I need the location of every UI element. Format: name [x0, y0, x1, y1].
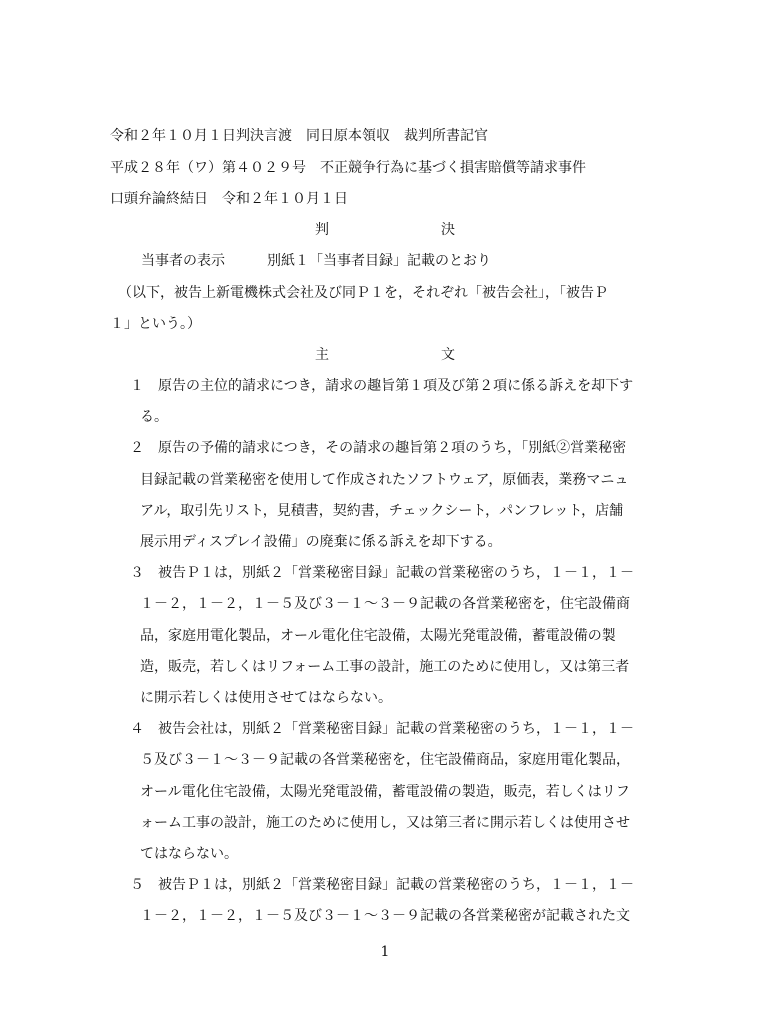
main-text-title: 主 文	[315, 347, 455, 363]
list-item-1-line-2: る。	[140, 409, 168, 425]
item-number: １	[130, 378, 144, 394]
item-text: 原告の予備的請求につき，その請求の趣旨第２項のうち，「別紙②営業秘密	[158, 440, 627, 456]
item-text: 被告会社は，別紙２「営業秘密目録」記載の営業秘密のうち，１－１，１－	[158, 721, 634, 737]
parties-line-2: （以下，被告上新電機株式会社及び同Ｐ１を，それぞれ「被告会社」，「被告Ｐ	[118, 285, 608, 301]
list-item-4-first-line	[130, 719, 634, 739]
item-number: ３	[130, 565, 144, 581]
list-item-1-first-line	[130, 376, 633, 396]
item-number: ４	[130, 721, 144, 737]
list-item-2-line-3: アル，取引先リスト，見積書，契約書，チェックシート，パンフレット，店舗	[140, 503, 624, 519]
parties-line-1: 当事者の表示 別紙１「当事者目録」記載のとおり	[141, 253, 491, 269]
list-item-3-line-3: 品，家庭用電化製品，オール電化住宅設備，太陽光発電設備，蓄電設備の製	[140, 628, 616, 644]
item-text: 原告の主位的請求につき，請求の趣旨第１項及び第２項に係る訴えを却下す	[158, 378, 634, 394]
list-item-3-first-line	[130, 563, 634, 583]
list-item-3-line-4: 造，販売，若しくはリフォーム工事の設計，施工のために使用し，又は第三者	[140, 659, 630, 675]
header-line-2: 平成２８年（ワ）第４０２９号 不正競争行為に基づく損害賠償等請求事件	[110, 160, 586, 176]
list-item-3-line-5: に開示若しくは使用させてはならない。	[140, 690, 392, 706]
list-item-5-line-2: １－２，１－２，１－５及び３－１～３－９記載の各営業秘密が記載された文	[140, 908, 630, 924]
judgment-title: 判 決	[315, 222, 455, 238]
list-item-3-line-2: １－２，１－２，１－５及び３－１～３－９記載の各営業秘密を，住宅設備商	[140, 596, 630, 612]
list-item-4-line-4: ォーム工事の設計，施工のために使用し，又は第三者に開示若しくは使用させ	[140, 815, 630, 831]
item-number: ５	[130, 877, 144, 893]
list-item-4-line-3: オール電化住宅設備，太陽光発電設備，蓄電設備の製造，販売，若しくはリフ	[140, 784, 630, 800]
item-number: ２	[130, 440, 144, 456]
page-number: 1	[380, 944, 390, 960]
list-item-2-line-4: 展示用ディスプレイ設備」の廃棄に係る訴えを却下する。	[140, 534, 502, 550]
header-line-3: 口頭弁論終結日 令和２年１０月１日	[110, 191, 348, 207]
list-item-2-first-line	[130, 438, 626, 458]
item-text: 被告Ｐ１は，別紙２「営業秘密目録」記載の営業秘密のうち，１－１，１－	[158, 877, 634, 893]
parties-line-3: １」という。）	[110, 316, 201, 332]
item-text: 被告Ｐ１は，別紙２「営業秘密目録」記載の営業秘密のうち，１－１，１－	[158, 565, 634, 581]
list-item-4-line-5: てはならない。	[140, 846, 238, 862]
header-line-1: 令和２年１０月１日判決言渡 同日原本領収 裁判所書記官	[110, 128, 488, 144]
list-item-5-first-line	[130, 875, 634, 895]
list-item-2-line-2: 目録記載の営業秘密を使用して作成されたソフトウェア，原価表，業務マニュ	[140, 472, 629, 488]
list-item-4-line-2: ５及び３－１～３－９記載の各営業秘密を，住宅設備商品，家庭用電化製品，	[140, 752, 630, 768]
